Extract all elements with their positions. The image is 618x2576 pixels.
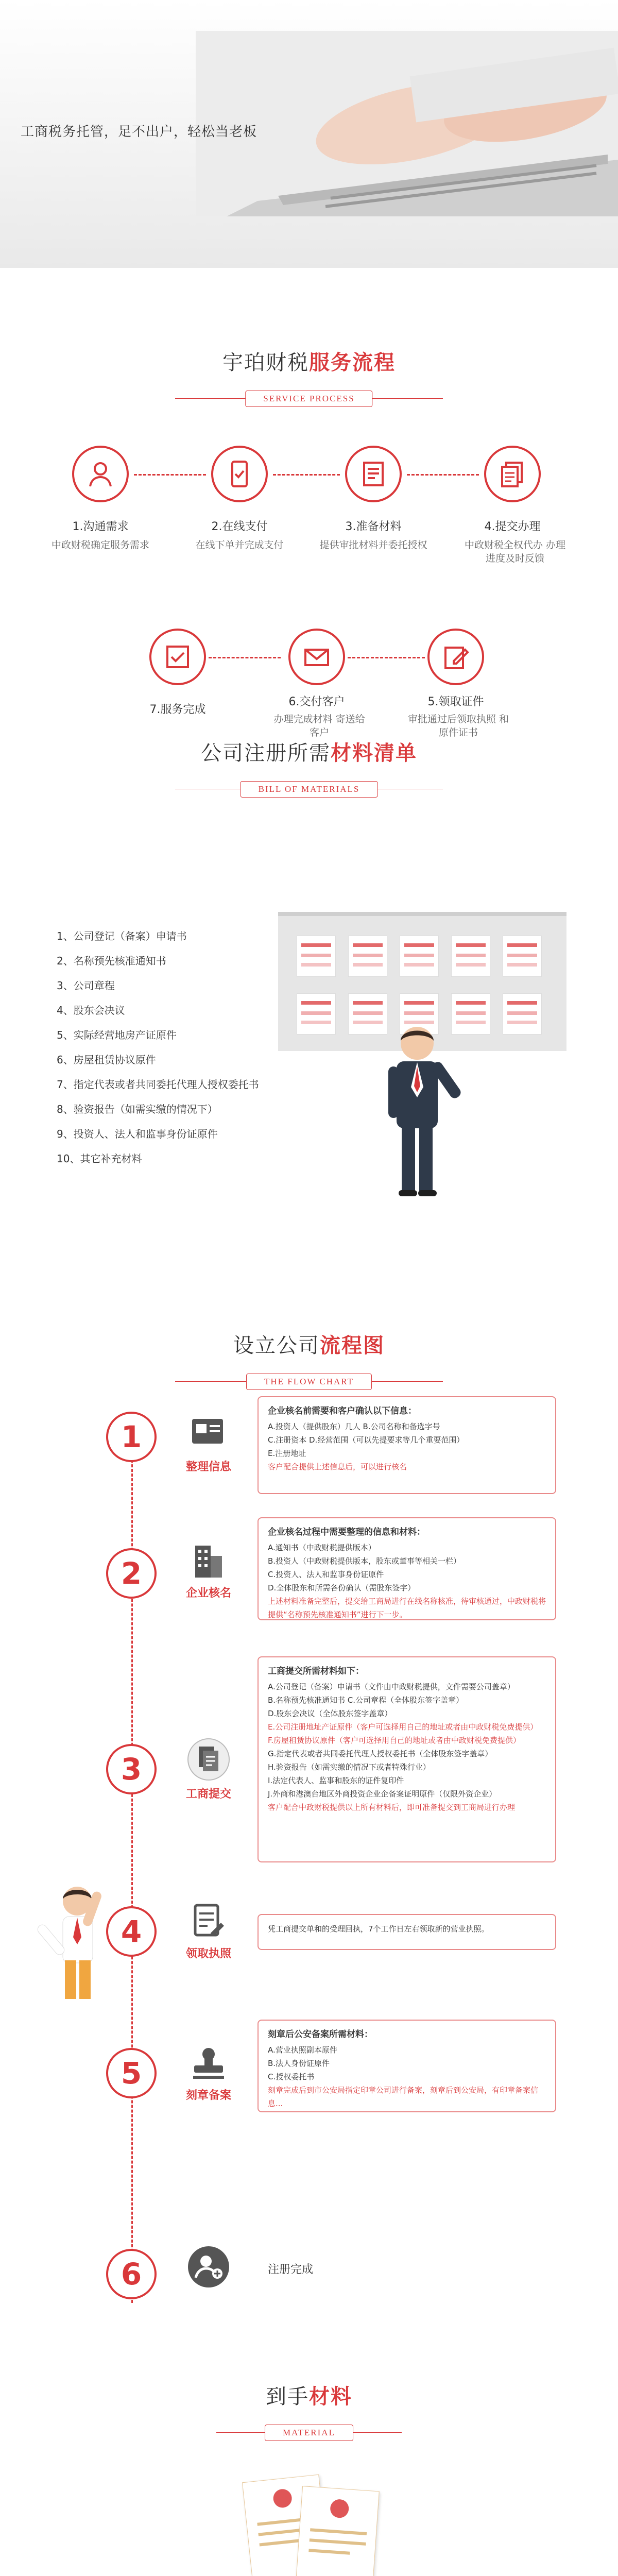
stage-4-number: 4 [106,1906,157,1957]
board-card [503,936,542,977]
connector-3-4 [407,474,479,476]
step-4-desc: 中政财税全权代办 办理进度及时反馈 [464,539,566,564]
stage-3-number: 3 [106,1744,157,1794]
envelope-icon [302,642,331,671]
service-title-plain: 宇珀财税 [222,351,309,375]
materials-ribbon: BILL OF MATERIALS [241,781,378,798]
board-card [503,993,542,1035]
step-3-circle [345,446,402,502]
stage-2-label: 企业核名 [185,1587,231,1600]
material-item: 1、公司登记（备案）申请书 [57,930,187,942]
license-certificate-copy [295,2486,380,2576]
materials-title-plain: 公司注册所需 [201,741,331,765]
board-card [400,936,439,977]
step-1-label: 1.沟通需求 [72,520,129,533]
step-7-circle [149,629,206,685]
stage-1-line: C.注册资本 D.经营范围（可以先提要求等几个重要范围） [268,1435,465,1445]
stage-3-label: 工商提交 [185,1788,231,1801]
stage-5-title: 刻章后公安备案所需材料： [268,2029,373,2040]
deliverables-section-title [0,2380,618,2410]
stage-1-line: E.注册地址 [268,1449,306,1458]
material-item: 9、投资人、法人和监事身份证原件 [57,1128,218,1140]
stage-2-line: B.投资人（中政财税提供版本，股东或董事等相关一栏） [268,1556,461,1566]
stage-3-line: A.公司登记（备案）申请书（文件由中政财税提供，文件需要公司盖章） [268,1682,515,1691]
stage-6-number: 6 [106,2249,157,2299]
user-icon [86,460,115,488]
connector-2-3 [273,474,340,476]
stage-2-line: D.全体股东和所需各份确认（需股东签字） [268,1583,416,1592]
stage-3-line: J.外商和港澳台地区外商投资企业企备案证明原件（仅限外资企业） [268,1789,497,1799]
step-5-circle [427,629,484,685]
stage-2-title: 企业核名过程中需要整理的信息和材料： [268,1527,425,1537]
stage-1-title: 企业核名前需要和客户确认以下信息： [268,1406,417,1416]
step-4-label: 4.提交办理 [484,520,541,533]
stage-3-info-box [258,1656,556,1862]
board-card [297,936,336,977]
stage-3-line: B.名称预先核准通知书 C.公司章程（全体股东签字盖章） [268,1696,464,1705]
stage-3-line: G.指定代表或者共同委托代理人授权委托书（全体股东签字盖章） [268,1749,493,1758]
material-item: 10、其它补充材料 [57,1153,142,1165]
materials-section-title [0,737,618,766]
info-card-icon [188,1412,229,1453]
stage-5-info-box [258,2020,556,2112]
stage-5-label: 刻章备案 [185,2089,231,2102]
step-7-label: 7.服务完成 [149,703,206,716]
deliverables-title-plain: 到手 [266,2385,309,2409]
user-add-icon [185,2244,232,2290]
step-3-label: 3.准备材料 [345,520,402,533]
board-card [297,993,336,1035]
material-item: 4、股东会决议 [57,1004,125,1016]
flow-ribbon: THE FLOW CHART [246,1374,372,1390]
step-6-label: 6.交付客户 [288,696,345,708]
deliverables-ribbon: MATERIAL [265,2425,353,2441]
board-card [451,936,490,977]
material-item: 2、名称预先核准通知书 [57,955,166,967]
step-2-desc: 在线下单并完成支付 [195,539,284,551]
stage-4-label: 领取执照 [185,1947,231,1960]
stage-3-line: F.房屋租赁协议原件（客户可选择用自己的地址或者由中政财税免费提供） [268,1736,521,1745]
connector-1-2 [134,474,206,476]
step-3-desc: 提供审批材料并委托授权 [319,539,427,551]
stage-3-note: 客户配合中政财税提供以上所有材料后，即可准备提交到工商局进行办理 [268,1803,516,1812]
stage-5-note: 刻章完成后到市公安局指定印章公司进行备案，刻章后到公安局，有印章备案信息... [268,2086,539,2108]
material-item: 8、验资报告（如需实缴的情况下） [57,1103,218,1115]
service-title-accent: 服务流程 [309,351,396,375]
service-ribbon: SERVICE PROCESS [245,391,372,407]
stage-3-line: I.法定代表人、监事和股东的证件复印件 [268,1776,404,1785]
stage-3-line: H.验资报告（如需实缴的情况下或者特殊行业） [268,1762,431,1772]
step-2-label: 2.在线支付 [211,520,268,533]
step-5-desc: 审批通过后领取执照 和原件证书 [407,714,509,738]
step-1-desc: 中政财税确定服务需求 [51,539,149,551]
laptop-typing-illustration [196,31,618,216]
stage-4-info-box [258,1914,556,1950]
stage-5-line: A.营业执照副本原件 [268,2045,337,2055]
material-item: 6、房屋租赁协议原件 [57,1054,156,1066]
submit-documents-icon [498,460,527,488]
deliverables-title-accent: 材料 [309,2385,352,2409]
connector-7-6 [209,657,281,658]
stage-2-info-box [258,1517,556,1620]
stage-2-number: 2 [106,1548,157,1599]
stage-3-title: 工商提交所需材料如下： [268,1666,364,1676]
stage-1-note: 客户配合提供上述信息后，可以进行核名 [268,1462,407,1471]
cheering-person-illustration [36,1880,113,2004]
edit-certificate-icon [441,642,470,671]
hero-tagline: 工商税务托管，足不出户，轻松当老板 [21,124,258,140]
stamp-icon [188,2043,229,2084]
stage-2-note: 上述材料准备完整后，提交给工商局进行在线名称核准，待审核通过，中政财税将提供“名称预先核准通知书”进行下一步。 [268,1597,546,1619]
flow-title-plain: 设立公司 [233,1334,320,1358]
service-section-title [0,346,618,376]
stage-1-number: 1 [106,1412,157,1462]
stage-3-line: E.公司注册地址产证原件（客户可选择用自己的地址或者由中政财税免费提供） [268,1722,538,1732]
stage-2-line: A.通知书（中政财税提供版本） [268,1543,376,1552]
flow-section-title [0,1329,618,1359]
license-edit-icon [188,1901,229,1942]
stage-2-line: C.投资人、法人和监事身份证原件 [268,1570,384,1579]
material-item: 7、指定代表或者共同委托代理人授权委托书 [57,1078,259,1091]
step-6-desc: 办理完成材料 寄送给客户 [273,714,365,738]
stage-3-line: D.股东会决议（全体股东签字盖章） [268,1709,392,1718]
document-icon [359,460,388,488]
materials-title-accent: 材料清单 [331,741,417,765]
step-5-label: 5.领取证件 [427,696,484,708]
stage-1-label: 整理信息 [185,1461,231,1473]
businessman-illustration [371,1020,464,1206]
material-item: 5、实际经营地房产证原件 [57,1029,177,1041]
stage-5-number: 5 [106,2048,157,2098]
stage-5-line: B.法人身份证原件 [268,2059,330,2068]
building-icon [188,1540,229,1582]
stage-1-info-box [258,1396,556,1494]
step-4-circle [484,446,541,502]
step-6-circle [288,629,345,685]
connector-6-5 [348,657,425,658]
checklist-icon [163,642,192,671]
stage-6-label: 注册完成 [268,2263,314,2276]
board-card [348,936,387,977]
step-1-circle [72,446,129,502]
hero-banner [0,0,618,268]
stage-5-line: C.授权委托书 [268,2072,315,2081]
material-item: 3、公司章程 [57,979,115,992]
stage-4-line: 凭工商提交单和的受理回执，7个工作日左右领取新的营业执照。 [268,1924,489,1934]
stage-1-line: A.投资人（提供股东）几人 B.公司名称和备选字号 [268,1422,440,1431]
submit-files-icon [185,1736,232,1783]
step-2-circle [211,446,268,502]
flow-title-accent: 流程图 [320,1334,385,1358]
materials-list [57,924,259,1171]
phone-payment-icon [225,460,254,488]
